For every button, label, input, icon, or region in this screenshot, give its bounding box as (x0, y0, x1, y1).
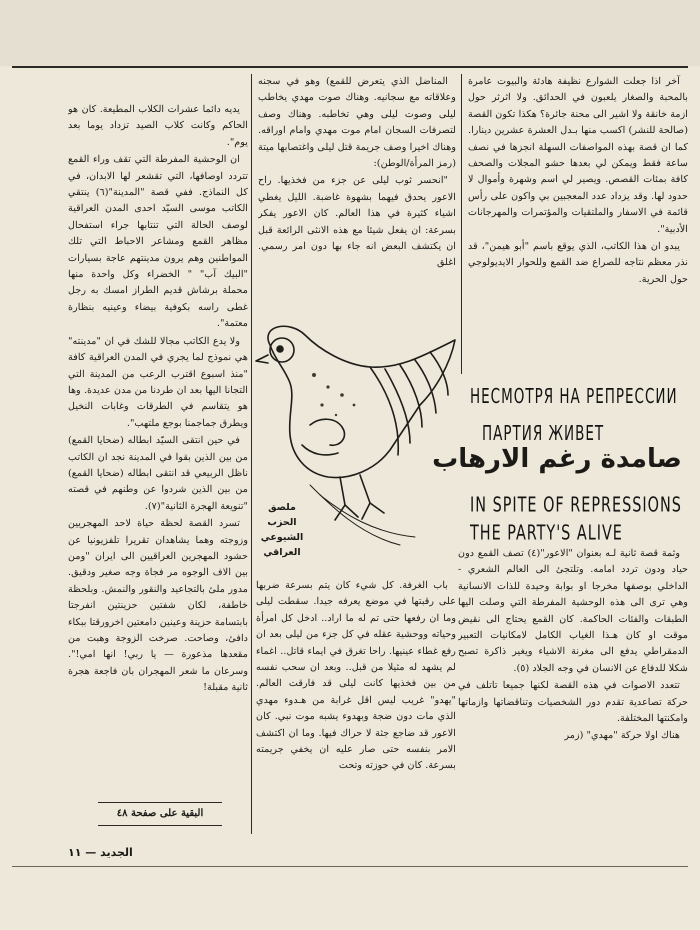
article-paragraph: آخر اذا جعلت الشوارع نظيفة هادئة والبيوت عامرة بالمحبة والصغار يلعبون في الحدائق. ولا اثرثر حول ازمة خانقة ولا اشير الى محنة جائرة؟ هكذا تكون القصة (صالحة للنشر) اكسب منها بـدل العشرة عشرين دينارا. كما ان قصة بهذه المواصفات السهلة انجزها في نصف ساعة فقط ويمكن لي بعدها حشو المجلات والصحف كافة بمئات القصص. ويصير لي اسم وشهرة وأموال لا حدود لها. وقد يزداد عدد المعجبين بي واكون على رأس قائمة في الاسفار والملتقيات والمؤتمرات والمهرجانات الأدبية". (468, 76, 688, 235)
article-paragraph: باب الغرفة. كل شيء كان يتم بسرعة ضربها على رقبتها في موضع يعرفه جيدا. سقطت ليلى وما ان رفعها حتى تم له ما اراد.. ادخل كل امرأة وحياته ووحشية عقله في كل جزء من ليلى بعد ان رفع غطاء عينيها. راحا تغرق في ايماء قاتل.. اغماء لم يشهد له مثيلا من قبل.. وبعد ان سحب نفسه من بين فخذيها كانت ليلى قد فارقت العالم. "يهدو" غريب ليس اقل غرابة من هـدوء مهدي الذي مات دون ضجة وبهدوء يشبه موت نبي. كان الاعور قد ضاجع جثة لا حراك فيها. وما ان اكتشف الامر بنفسه حتى صار عليه ان يخفي جريمته بسرعة. كان في حوزته وتحت (256, 580, 456, 772)
poster-arabic-slogan: صامدة رغم الارهاب (432, 444, 682, 474)
poster-english-line-1: IN SPITE OF REPRESSIONS (470, 492, 682, 517)
caption-line: الحزب (267, 517, 297, 528)
poster-english-line-2: THE PARTY'S ALIVE (470, 520, 623, 545)
caption-line: العراقي (263, 547, 301, 558)
article-paragraph: هناك اولا حركة "مهدي" (زمر (564, 730, 680, 742)
article-paragraph: تتعدد الاصوات في هذه القصة لكنها جميعا تاتلف في حركة تصاعدية تقدم دور الشخصيات وتناقضاتها وازماتها وامكنتها المختلفة. (458, 680, 688, 725)
poster-caption (253, 500, 311, 560)
article-paragraph: في حين انتقى السيّد ابطاله (ضحايا القمع) من بين الذين بقوا في المدينة نجد ان الكاتب ناظل الربيعي قد انتقى ابطاله (ضحايا القمع) من بين الذين شردوا عن وطنهم في قصته "تنويعة الهجرة الثانية"(٧). (68, 435, 248, 512)
article-paragraph: ان الوحشية المفرطة التي تقف وراء القمع تتردد اوصافها، التي تقشعر لها الابدان، في كل النماذج. ففي قصة "المدينة"(٦) ينتقي الكاتب موسى السيّد احدى المدن العراقية لوصف الحالة التي تنتابها جراء استفحال مظاهر القمع ومشاعر الاحباط التي تلك المواطنين وهم يرون مدينتهم عاجة بسيارات "البيك آب" " الخضراء وكل واحدة منها محملة برشاش قديم الطراز امسك به رجل غطى راسه بكوفية بيضاء وعينيه بنظارة معتمة". (68, 154, 248, 330)
column-right-bottom (458, 546, 688, 836)
article-paragraph: يبدو ان هذا الكاتب، الذي يوقع باسم "أبو هيمن"، قد نذر معظم نتاجه للصراع ضد القمع وللحوار الايديولوجي حول الحرية. (468, 241, 688, 285)
article-paragraph: المناضل الذي يتعرض للقمع) وهو في سجنه وعلاقاته مع سجانيه. وهناك صوت مهدي يخاطب ليلى وصوت ليلى وهي تخاطبه. وهناك وصف لتصرفات السجان امام موت مهدي وامام اوراقه. وهناك اخيرا وصف جريمة قتل ليلى واغتصابها ميتة (رمز المرأة/الوطن): (258, 76, 456, 170)
column-left (68, 102, 248, 802)
caption-line: ملصق (268, 502, 296, 513)
footer-rule (12, 866, 688, 867)
page-number: ١١ (68, 846, 82, 859)
article-paragraph: يديه دائما عشرات الكلاب المطيعة. كان هو الحاكم وكانت كلاب الصيد تزداد يوما بعد يوم". (68, 104, 248, 148)
page-footer (68, 846, 133, 859)
header-rule (12, 66, 688, 68)
top-margin (0, 0, 700, 66)
column-right-top (468, 74, 688, 372)
continued-on-page-label: البقية على صفحة ٤٨ (98, 802, 222, 826)
magazine-name: الجديد (100, 846, 133, 859)
poster-russian-line-1: НЕСМОТРЯ НА РЕПРЕССИИ (470, 384, 678, 409)
article-paragraph: ولا يدع الكاتب مجالا للشك في ان "مدينته" هي نموذج لما يجري في المدن العراقية كافة "منذ اسبوع اقترب الرعب من المدينة التي التجانا اليها بعد ان طردنا من مدن عديدة. وها هو يتقاسم في الطرقات وغابات النخيل ويطرق جماجمنا بوجع ملتهب". (68, 335, 248, 429)
article-paragraph: تسرد القصة لحظة حياة لاحد المهجريين وزوجته وهما يشاهدان تقريرا تلفزيونيا عن حشود المهجرين العراقيين الى ايران "ومن بين الاف الوجوه مر فجاة وجه صغير ودقيق. مدور ملئ بالتجاعيد والنقور والنمش. وبلحظة خاطفة، لكان شفتين حزينتين انفرجتا بابتسامة حزينة وعينين دامعتين اخرورقتا ببكاء دافئ، وصاحت. صرخت الزوجة وهبت من مقعدها مذعورة — يا ربي! انها امي!". وسرعان ما شعر المهجران بان فاجعة هجرة ثانية مقبلة! (68, 518, 248, 694)
article-paragraph: وثمة قصة ثانية لـه بعنوان "الاعور"(٤) تصف القمع دون حياد ودون تردد امامه. وتلتجئ الى العالم الشعري - الداخلي بوصفها مخرجا او بوابة وحيدة للذات الانسانية وهي ترى الى هذه الوحشية المفرطة التي وصلت اليها الطبقات والفئات الحاكمة. كان القمع يحتاج الى نقيض موقت او كان هـذا الغياب الكامل لامكانيات التعبير الدمقراطي يدفع الى مغرنة الاشياء ويغير ذاكرة تصبح شكلا للدفاع عن الانسان في وجه الجلاد (٥). (458, 548, 688, 674)
poster-russian-line-2: ПАРТИЯ ЖИВЕТ (482, 421, 605, 446)
column-middle-bottom (256, 578, 456, 836)
footer-dash: — (85, 846, 97, 859)
article-paragraph: "انحسر ثوب ليلى عن جزء من فخذيها. راح الاعور يحدق فيهما بشهوة غاضبة. الليل يغطي اشياء كثيرة في هذا العالم. كان الاعور يفكر بسرعة: ان يفعل شيئا مع هذه الانثى الرائعة قبل ان يكتشف البعض انه جاء بها دون امر رسمي. اغلق (258, 175, 456, 269)
caption-line: الشيوعي (260, 532, 304, 543)
